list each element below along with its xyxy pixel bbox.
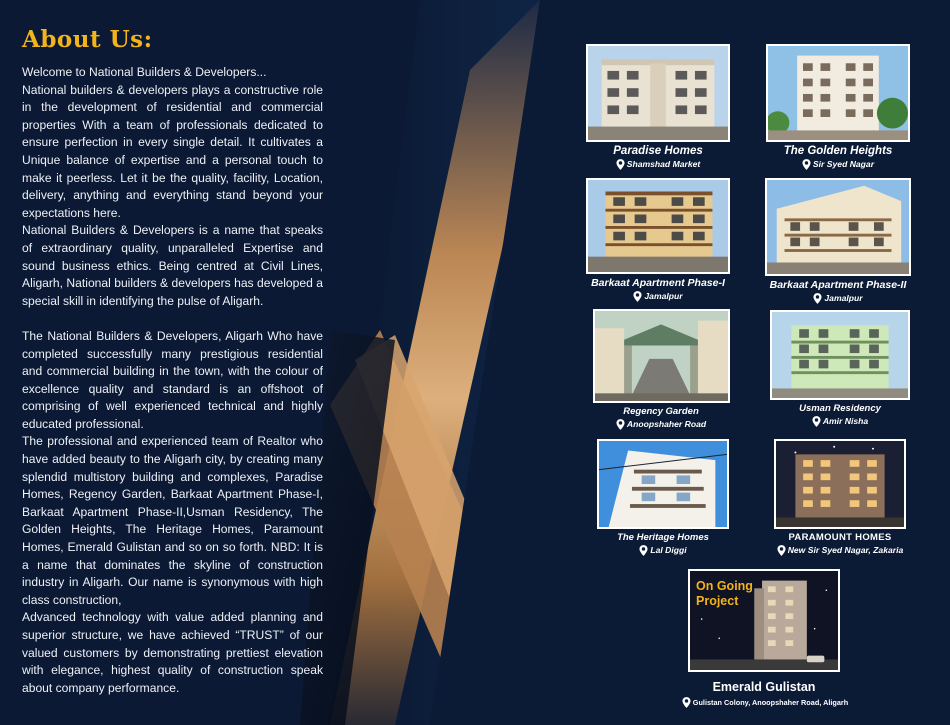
project-name: The Heritage Homes — [617, 532, 709, 543]
project-photo — [586, 178, 730, 274]
about-heading: About Us: — [22, 26, 153, 53]
about-paragraph: Advanced technology with value added planning and superior structure, we have achieved “TRUST” of our valued customers by demonstrating prettiest elevation with elegance, highest quality of construction speak about company performance. — [22, 610, 323, 695]
project-location: Anoopshaher Road — [571, 419, 751, 430]
project-location: Jamalpur — [568, 291, 748, 302]
about-paragraph: National Builders & Developers is a name that speaks of extraordinary quality, unparalleled Expertise and sound business ethics. Being centred at Civil Lines, Aligarh, National builders & developers has developed a special skill in identifying the pulse of Aligarh. — [22, 223, 323, 308]
project-location: New Sir Syed Nagar, Zakaria — [750, 545, 930, 556]
location-pin-icon — [616, 419, 625, 430]
project-location: Jamalpur — [748, 293, 928, 304]
project-card — [750, 439, 930, 556]
project-photo — [586, 44, 730, 142]
ongoing-project-location: Gulistan Colony, Anoopshaher Road, Aligarh — [660, 697, 870, 708]
project-photo — [766, 44, 910, 142]
project-card — [748, 178, 928, 304]
about-paragraph: The professional and experienced team of Realtor who have added beauty to the Aligarh city, by creating many splendid multistory building and complexes, Paradise Homes, Regency Garden, Barkaat Apartment Phase-I, Barkaat Apartment Phase-II,Usman Residency, The Golden Heights, The Heritage Homes, Paramount Homes, Emerald Gulistan and so on so forth. NBD: It is a name that dominates the skyline of construction industry in Aligarh. Our name is synonymous with high class construction, — [22, 434, 323, 607]
project-card — [748, 44, 928, 170]
location-pin-icon — [777, 545, 786, 556]
project-name: PARAMOUNT HOMES — [788, 532, 892, 543]
location-pin-icon — [813, 293, 822, 304]
location-pin-icon — [633, 291, 642, 302]
location-pin-icon — [616, 159, 625, 170]
project-name: Barkaat Apartment Phase-II — [769, 279, 907, 291]
project-photo — [593, 309, 730, 403]
project-name: Usman Residency — [799, 403, 881, 414]
location-pin-icon — [639, 545, 648, 556]
project-card — [568, 178, 748, 302]
project-card — [568, 44, 748, 170]
ongoing-project-name: Emerald Gulistan — [712, 680, 816, 694]
project-location: Sir Syed Nagar — [748, 159, 928, 170]
about-paragraph: National builders & developers plays a constructive role in the development of residential and commercial properties With a team of professionals dedicated to ensure perfection in every single detail. It cultivates a Unique balance of expertise and a personal touch to make it peerless. Let it be the quality, facility, Location, delivery, anything and everything stand beyond your expectations here. — [22, 82, 323, 220]
project-photo — [774, 439, 906, 529]
location-pin-icon — [682, 697, 691, 708]
project-name: Regency Garden — [623, 406, 699, 417]
project-card — [750, 310, 930, 427]
project-photo — [597, 439, 729, 529]
about-paragraph: Welcome to National Builders & Developers... — [22, 65, 267, 79]
about-paragraph: The National Builders & Developers, Aligarh Who have completed successfully many prestigious residential and commercial building in the town, with the colour of excellence quality and standard is an offshoot of comprising of well experienced technical and highly educated professional. — [22, 328, 323, 431]
location-pin-icon — [812, 416, 821, 427]
project-location: Amir Nisha — [750, 416, 930, 427]
project-name: Paradise Homes — [613, 145, 703, 157]
project-name: The Golden Heights — [783, 145, 893, 157]
ongoing-project-photo — [688, 569, 840, 672]
location-pin-icon — [802, 159, 811, 170]
ongoing-label: On Going Project — [696, 579, 753, 608]
project-photo — [765, 178, 911, 276]
project-location: Shamshad Market — [568, 159, 748, 170]
project-card — [571, 309, 751, 430]
project-name: Barkaat Apartment Phase-I — [591, 277, 725, 289]
project-photo — [770, 310, 910, 400]
project-location: Lal Diggi — [573, 545, 753, 556]
project-card — [573, 439, 753, 556]
about-text — [22, 64, 323, 697]
